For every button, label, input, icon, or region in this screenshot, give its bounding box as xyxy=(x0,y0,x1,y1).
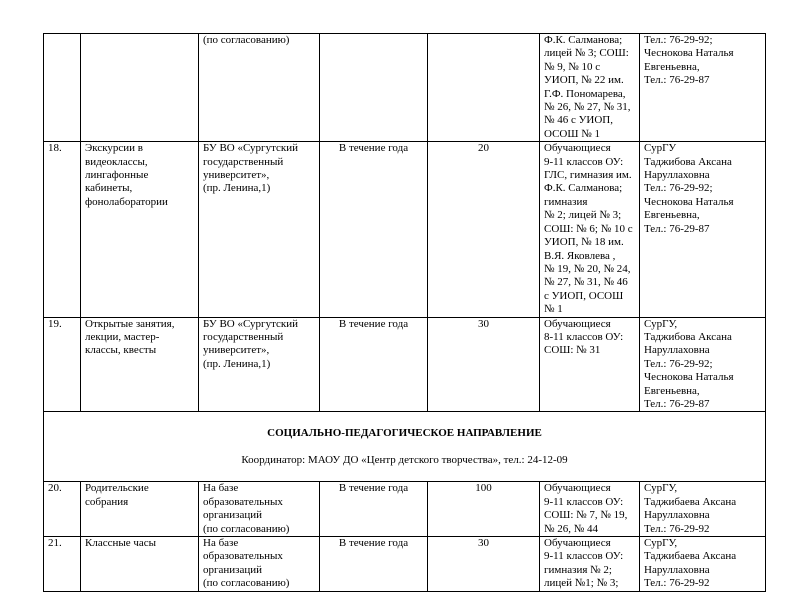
event-place: БУ ВО «Сургутский государственный университет», (пр. Ленина,1) xyxy=(199,317,320,412)
event-period: В течение года xyxy=(320,142,428,317)
responsible: СурГУ, Таджибаева Аксана Наруллаховна Тел.: 76-29-92 xyxy=(640,537,766,592)
participants: Обучающиеся 9-11 классов ОУ: гимназия № 2; лицей №1; № 3; xyxy=(540,537,640,592)
event-period: В течение года xyxy=(320,317,428,412)
participants: Обучающиеся 8-11 классов ОУ: СОШ: № 31 xyxy=(540,317,640,412)
row-number: 19. xyxy=(44,317,81,412)
row-number: 18. xyxy=(44,142,81,317)
event-name: Экскурсии в видеоклассы, лингафонные кабинеты, фонолаборатории xyxy=(81,142,199,317)
event-place: (по согласованию) xyxy=(199,34,320,142)
event-period: В течение года xyxy=(320,482,428,537)
event-period xyxy=(320,34,428,142)
table-row xyxy=(44,34,766,142)
row-number xyxy=(44,34,81,142)
event-period: В течение года xyxy=(320,537,428,592)
participants: Обучающиеся 9-11 классов ОУ: СОШ: № 7, № 19, № 26, № 44 xyxy=(540,482,640,537)
section-title: СОЦИАЛЬНО-ПЕДАГОГИЧЕСКОЕ НАПРАВЛЕНИЕ xyxy=(267,426,542,439)
participants: Ф.К. Салманова; лицей № 3; СОШ: № 9, № 10 с УИОП, № 22 им. Г.Ф. Пономарева, № 26, № 27, № 31, № 46 с УИОП, ОСОШ № 1 xyxy=(540,34,640,142)
event-name: Родительские собрания xyxy=(81,482,199,537)
row-number: 20. xyxy=(44,482,81,537)
responsible: СурГУ, Таджибова Аксана Наруллаховна Тел.: 76-29-92; Чеснокова Наталья Евгеньевна, Тел.: 76-29-87 xyxy=(640,317,766,412)
participant-count xyxy=(428,34,540,142)
event-place: На базе образовательных организаций (по согласованию) xyxy=(199,537,320,592)
events-table xyxy=(43,33,766,592)
responsible: Тел.: 76-29-92; Чеснокова Наталья Евгеньевна, Тел.: 76-29-87 xyxy=(640,34,766,142)
participants: Обучающиеся 9-11 классов ОУ: ГЛС, гимназия им. Ф.К. Салманова; гимназия № 2; лицей № 3; СОШ: № 6; № 10 с УИОП, № 18 им. В.Я. Яковлева , № 19, № 20, № 24, № 27, № 31, № 46 с УИОП, ОСОШ № 1 xyxy=(540,142,640,317)
table-row xyxy=(44,537,766,592)
participant-count: 20 xyxy=(428,142,540,317)
row-number: 21. xyxy=(44,537,81,592)
responsible: СурГУ, Таджибаева Аксана Наруллаховна Тел.: 76-29-92 xyxy=(640,482,766,537)
event-name xyxy=(81,34,199,142)
section-header-row xyxy=(44,412,766,482)
responsible: СурГУ Таджибова Аксана Наруллаховна Тел.: 76-29-92; Чеснокова Наталья Евгеньевна, Тел.: 76-29-87 xyxy=(640,142,766,317)
table-row xyxy=(44,142,766,317)
participant-count: 100 xyxy=(428,482,540,537)
participant-count: 30 xyxy=(428,317,540,412)
event-place: БУ ВО «Сургутский государственный университет», (пр. Ленина,1) xyxy=(199,142,320,317)
section-header xyxy=(44,412,766,482)
participant-count: 30 xyxy=(428,537,540,592)
table-row xyxy=(44,482,766,537)
event-name: Классные часы xyxy=(81,537,199,592)
table-row xyxy=(44,317,766,412)
event-place: На базе образовательных организаций (по согласованию) xyxy=(199,482,320,537)
event-name: Открытые занятия, лекции, мастер- классы, квесты xyxy=(81,317,199,412)
section-coordinator: Координатор: МАОУ ДО «Центр детского творчества», тел.: 24-12-09 xyxy=(241,453,568,466)
